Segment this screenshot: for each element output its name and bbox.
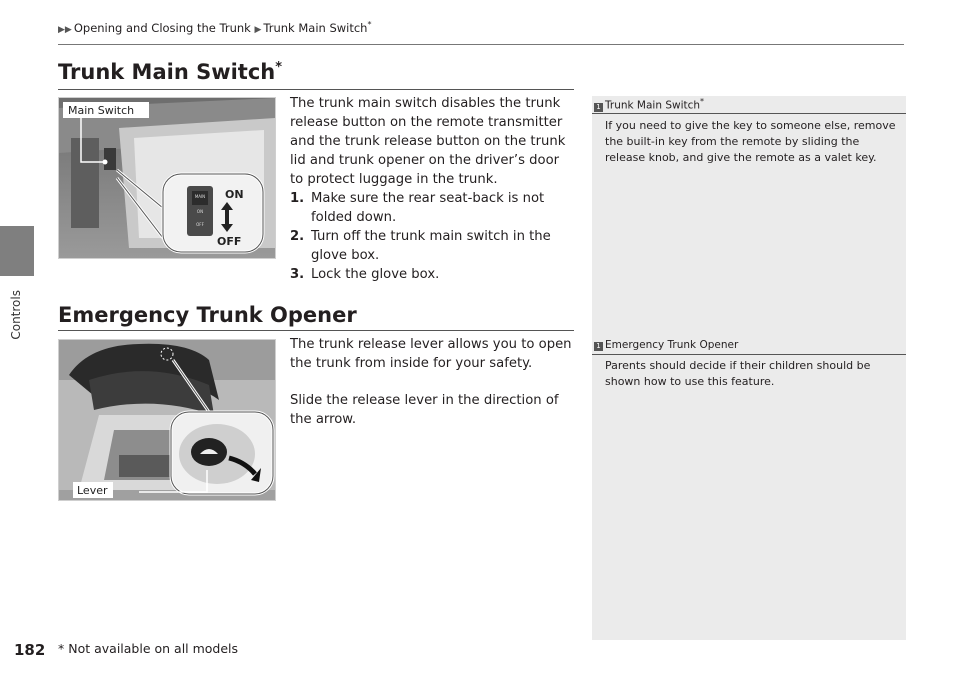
breadcrumb-item-trunk-main-switch[interactable]: Trunk Main Switch xyxy=(263,20,368,35)
section2-body xyxy=(290,335,574,429)
step-text: Lock the glove box. xyxy=(311,267,440,282)
header-rule xyxy=(58,44,904,45)
side-tab-label: Controls xyxy=(9,290,23,340)
emergency-lever-illustration xyxy=(59,340,275,500)
breadcrumb-arrow-icon: ▶ xyxy=(254,24,262,35)
section-title-emergency-trunk-opener: Emergency Trunk Opener xyxy=(58,303,357,327)
section1-intro: The trunk main switch disables the trunk release button on the remote transmitter and the trunk release button on the trunk lid and trunk opener on the driver’s door to protect luggage in the trunk. xyxy=(290,96,566,187)
step-item xyxy=(290,189,574,227)
step-text: Turn off the trunk main switch in the glove box. xyxy=(311,229,551,263)
section1-steps xyxy=(290,189,574,284)
step-text: Make sure the rear seat-back is not folded down. xyxy=(311,191,545,225)
page-number: 182 xyxy=(14,641,46,659)
figure-label-lever: Lever xyxy=(77,484,108,497)
step-number: 1. xyxy=(290,191,305,206)
breadcrumb xyxy=(58,20,371,35)
section-rule xyxy=(58,330,574,331)
switch-text-off: OFF xyxy=(196,222,204,227)
figure-label-main-switch: Main Switch xyxy=(68,104,135,117)
note-heading-text: Trunk Main Switch xyxy=(605,99,701,112)
note-text-trunk-main-switch: If you need to give the key to someone else, remove the built-in key from the remote by sliding the release knob, and give the remote as a valet key. xyxy=(605,119,896,164)
figure-main-switch xyxy=(58,97,276,259)
breadcrumb-asterisk: * xyxy=(367,20,372,29)
note-heading-text: Emergency Trunk Opener xyxy=(605,339,739,351)
note-heading-emergency-trunk-opener xyxy=(594,339,908,351)
note-heading-trunk-main-switch xyxy=(594,97,908,112)
section1-body xyxy=(290,94,574,284)
section-title-text: Trunk Main Switch xyxy=(58,60,276,84)
step-number: 3. xyxy=(290,267,305,282)
section-rule xyxy=(58,89,574,90)
footnote: * Not available on all models xyxy=(58,641,239,656)
note-rule xyxy=(592,113,906,114)
note-marker-icon: 1 xyxy=(594,103,603,112)
note-heading-asterisk: * xyxy=(700,97,705,106)
note-text-emergency-trunk-opener: Parents should decide if their children should be shown how to use this feature. xyxy=(605,359,871,388)
section-title-trunk-main-switch xyxy=(58,60,282,84)
breadcrumb-item-opening-closing-trunk[interactable]: Opening and Closing the Trunk xyxy=(73,20,251,35)
figure-emergency-lever xyxy=(58,339,276,501)
switch-text-main: MAIN xyxy=(194,194,206,199)
section2-para-2: Slide the release lever in the direction of the arrow. xyxy=(290,393,559,427)
switch-text-on: ON xyxy=(196,209,204,214)
step-number: 2. xyxy=(290,229,305,244)
section2-para-1: The trunk release lever allows you to open the trunk from inside for your safety. xyxy=(290,337,572,371)
side-tab-marker xyxy=(0,226,34,276)
section-title-asterisk: * xyxy=(275,60,283,75)
breadcrumb-arrow-icon: ▶▶ xyxy=(58,24,72,35)
switch-off-label: OFF xyxy=(217,235,242,248)
note-rule xyxy=(592,354,906,355)
note-marker-icon: 1 xyxy=(594,342,603,351)
step-item xyxy=(290,265,574,284)
step-item xyxy=(290,227,574,265)
main-switch-illustration xyxy=(59,98,275,258)
switch-on-label: ON xyxy=(225,188,244,201)
